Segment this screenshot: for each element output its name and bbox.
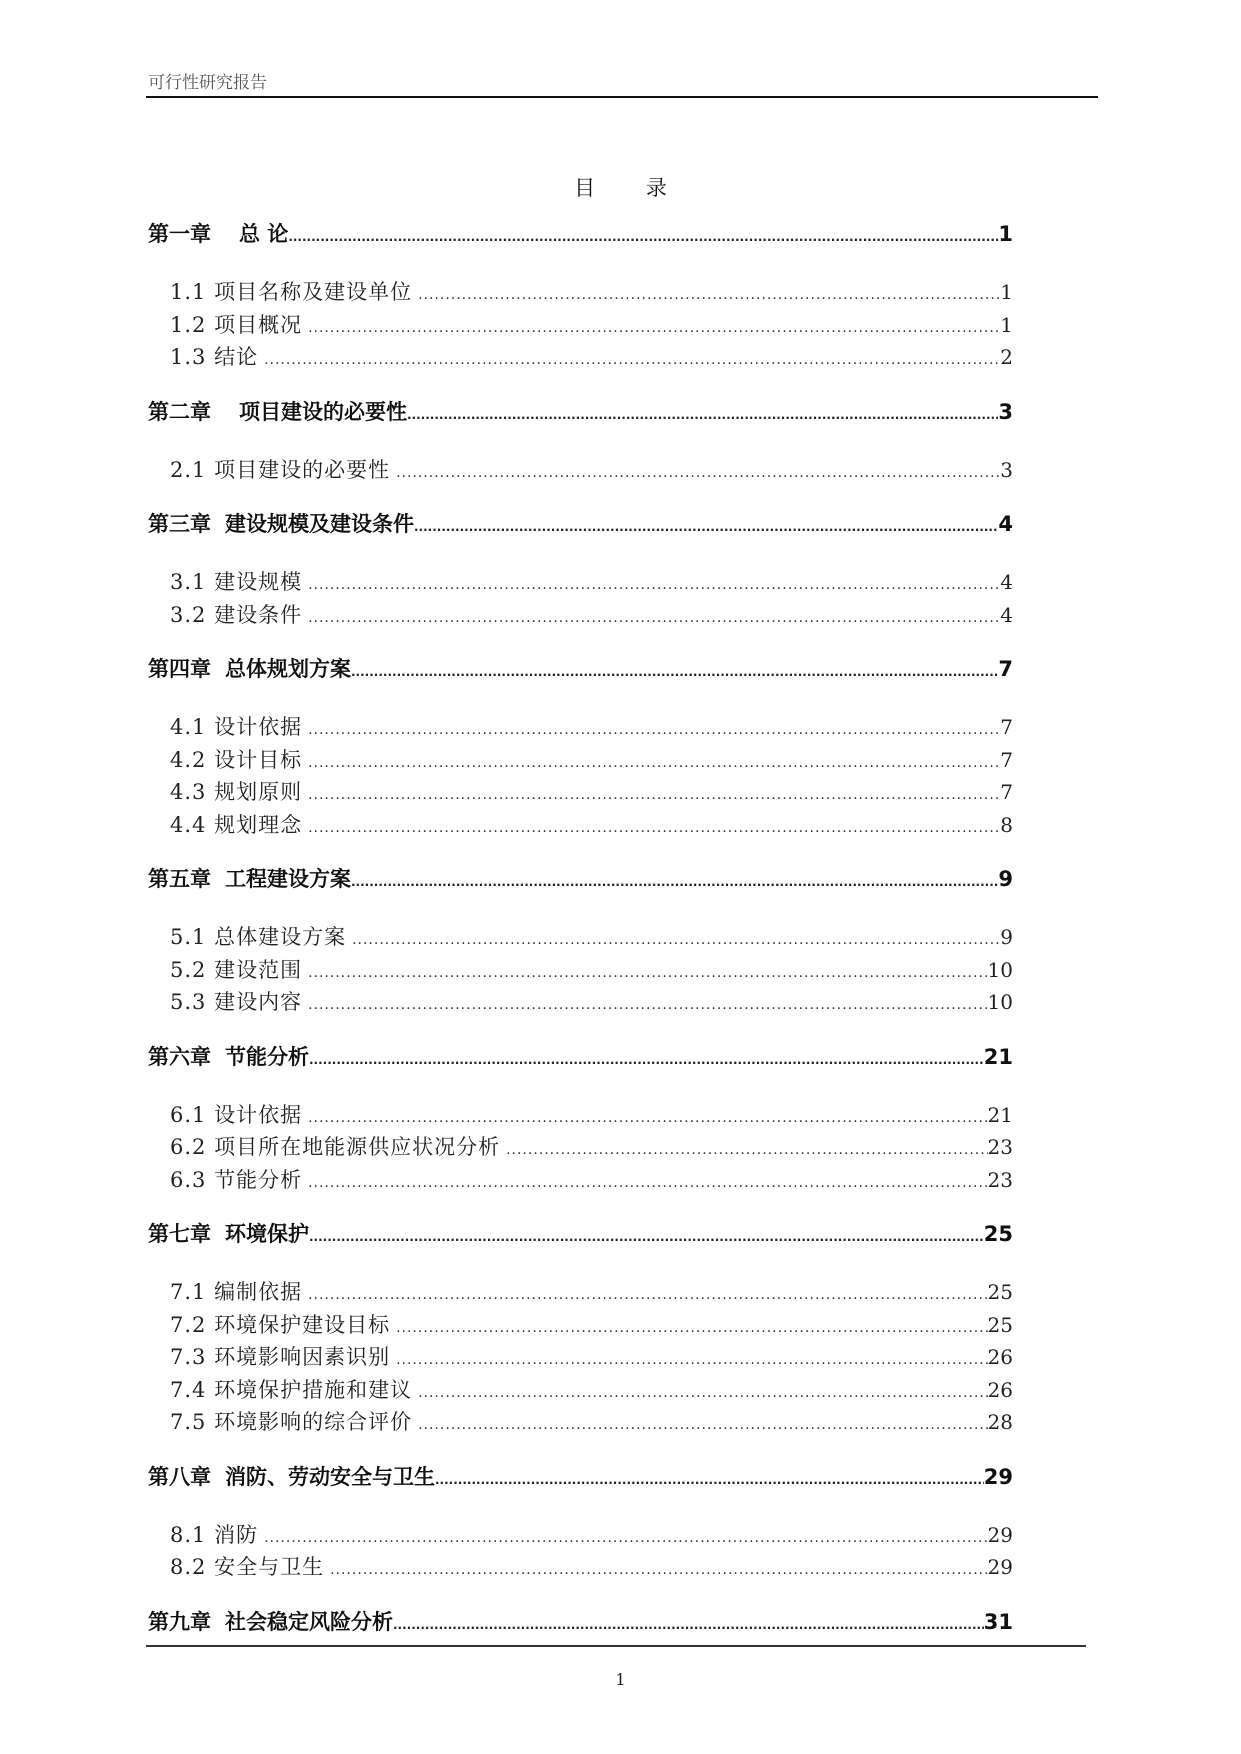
chapter-page-number: 21 [983, 1044, 1013, 1069]
dot-leader [396, 457, 1000, 490]
section-page-number: 25 [987, 1280, 1013, 1304]
chapter-label [148, 863, 351, 895]
toc-section-entry[interactable] [148, 1551, 1013, 1584]
page-header [148, 68, 1098, 93]
dot-leader [308, 569, 1000, 602]
toc-section-entry[interactable] [148, 599, 1013, 632]
dot-leader [308, 1167, 987, 1200]
section-page-number: 7 [1000, 747, 1013, 772]
chapter-page-number: 3 [998, 399, 1013, 424]
toc-section-entry[interactable] [148, 1099, 1013, 1132]
chapter-number: 第三章 [148, 512, 211, 536]
section-page-number: 29 [987, 1555, 1013, 1579]
toc-chapter-entry[interactable] [148, 863, 1013, 895]
toc-section-entry[interactable] [148, 1341, 1013, 1374]
toc-chapter-entry[interactable] [148, 1041, 1013, 1073]
toc-section-entry[interactable] [148, 1131, 1013, 1164]
dot-leader [309, 1044, 984, 1076]
section-label: 8.2 安全与卫生 [170, 1555, 325, 1579]
section-label: 1.2 项目概况 [170, 312, 303, 337]
dot-leader [330, 1554, 987, 1587]
chapter-title: 项目建设的必要性 [239, 399, 407, 424]
toc-section-entry[interactable] [148, 1164, 1013, 1197]
chapter-label [148, 1461, 435, 1493]
dot-leader [264, 1522, 987, 1555]
section-label: 6.1 设计依据 [170, 1102, 303, 1127]
toc-chapter-entry[interactable] [148, 1606, 1013, 1638]
section-page-number: 8 [1000, 812, 1013, 837]
section-page-number: 10 [987, 957, 1013, 982]
dot-leader [308, 957, 987, 990]
dot-leader [308, 714, 1000, 747]
dot-leader [506, 1134, 987, 1167]
toc-title: 目 录 [574, 176, 689, 200]
chapter-label [148, 508, 414, 540]
toc-section-entry[interactable] [148, 776, 1013, 809]
section-label: 7.3 环境影响因素识别 [170, 1345, 391, 1369]
toc-section-entry[interactable] [148, 809, 1013, 842]
dot-leader [308, 1102, 987, 1135]
toc-chapter-entry[interactable] [148, 508, 1013, 540]
chapter-page-number: 7 [998, 657, 1013, 681]
chapter-label [148, 1218, 309, 1250]
chapter-number: 第六章 [148, 1044, 211, 1069]
section-label: 5.1 总体建设方案 [170, 925, 347, 949]
toc-chapter-entry[interactable] [148, 1218, 1013, 1250]
toc-section-entry[interactable] [148, 1406, 1013, 1439]
chapter-title: 建设规模及建设条件 [225, 512, 414, 536]
dot-leader [414, 511, 998, 543]
section-page-number: 25 [987, 1312, 1013, 1337]
section-label: 4.2 设计目标 [170, 747, 303, 772]
dot-leader [264, 344, 1000, 377]
dot-leader [308, 779, 1000, 812]
section-label: 5.3 建设内容 [170, 990, 303, 1014]
page-number: 1 [615, 1670, 626, 1689]
chapter-page-number: 9 [998, 867, 1013, 891]
section-label: 4.1 设计依据 [170, 715, 303, 739]
dot-leader [407, 399, 998, 431]
section-page-number: 7 [1000, 715, 1013, 739]
section-page-number: 29 [987, 1522, 1013, 1547]
dot-leader [308, 747, 1000, 780]
section-page-number: 4 [1000, 602, 1013, 627]
chapter-label [148, 218, 288, 250]
toc-section-entry[interactable] [148, 309, 1013, 342]
toc-section-entry[interactable] [148, 921, 1013, 954]
section-page-number: 10 [987, 990, 1013, 1014]
chapter-number: 第五章 [148, 867, 211, 891]
dot-leader [396, 1344, 987, 1377]
dot-leader [308, 1279, 987, 1312]
dot-leader [351, 656, 998, 688]
dot-leader [418, 279, 1000, 312]
section-page-number: 7 [1000, 780, 1013, 804]
chapter-number: 第八章 [148, 1464, 211, 1489]
section-page-number: 9 [1000, 925, 1013, 949]
dot-leader [396, 1312, 987, 1345]
chapter-label [148, 396, 407, 428]
toc-section-entry[interactable] [148, 744, 1013, 777]
chapter-label [148, 653, 351, 685]
toc-chapter-entry[interactable] [148, 1461, 1013, 1493]
header-title: 可行性研究报告 [148, 73, 267, 93]
section-page-number: 28 [987, 1410, 1013, 1434]
section-label: 4.3 规划原则 [170, 780, 303, 804]
toc-section-entry[interactable] [148, 276, 1013, 309]
toc-section-entry[interactable] [148, 1374, 1013, 1407]
section-label: 1.3 结论 [170, 345, 259, 369]
dot-leader [308, 602, 1000, 635]
section-label: 8.1 消防 [170, 1522, 259, 1547]
toc-chapter-entry[interactable] [148, 653, 1013, 685]
section-label: 3.2 建设条件 [170, 602, 303, 627]
section-page-number: 23 [987, 1167, 1013, 1192]
section-page-number: 1 [1000, 312, 1013, 337]
section-page-number: 23 [987, 1135, 1013, 1159]
chapter-label [148, 1041, 309, 1073]
section-label: 7.5 环境影响的综合评价 [170, 1410, 413, 1434]
toc-section-entry[interactable] [148, 1519, 1013, 1552]
toc-section-entry[interactable] [148, 1276, 1013, 1309]
section-label: 5.2 建设范围 [170, 957, 303, 982]
dot-leader [352, 924, 1000, 957]
chapter-page-number: 25 [983, 1222, 1013, 1246]
section-label: 1.1 项目名称及建设单位 [170, 280, 413, 304]
dot-leader [351, 866, 998, 898]
toc-section-entry[interactable] [148, 986, 1013, 1019]
dot-leader [435, 1464, 984, 1496]
dot-leader [418, 1377, 987, 1410]
chapter-label [148, 1606, 393, 1638]
section-page-number: 1 [1000, 280, 1013, 304]
footer-divider [146, 1645, 1086, 1647]
chapter-title: 环境保护 [225, 1222, 309, 1246]
dot-leader [308, 989, 987, 1022]
dot-leader [308, 312, 1000, 345]
section-label: 6.2 项目所在地能源供应状况分析 [170, 1135, 501, 1159]
chapter-page-number: 29 [983, 1464, 1013, 1489]
section-page-number: 2 [1000, 345, 1013, 369]
toc-section-entry[interactable] [148, 454, 1013, 487]
section-page-number: 4 [1000, 570, 1013, 594]
table-of-contents [148, 214, 1013, 1638]
section-label: 6.3 节能分析 [170, 1167, 303, 1192]
toc-chapter-entry[interactable] [148, 218, 1013, 250]
toc-section-entry[interactable] [148, 341, 1013, 374]
chapter-title: 节能分析 [225, 1044, 309, 1069]
chapter-number: 第九章 [148, 1609, 211, 1634]
toc-section-entry[interactable] [148, 711, 1013, 744]
chapter-number: 第二章 [148, 399, 211, 424]
section-label: 7.4 环境保护措施和建议 [170, 1377, 413, 1402]
toc-section-entry[interactable] [148, 954, 1013, 987]
toc-section-entry[interactable] [148, 1309, 1013, 1342]
chapter-title: 消防、劳动安全与卫生 [225, 1464, 435, 1489]
chapter-page-number: 1 [998, 222, 1013, 246]
dot-leader [308, 812, 1000, 845]
section-page-number: 21 [987, 1102, 1013, 1127]
chapter-title: 总体规划方案 [225, 657, 351, 681]
toc-section-entry[interactable] [148, 566, 1013, 599]
section-page-number: 26 [987, 1345, 1013, 1369]
chapter-number: 第一章 [148, 222, 211, 246]
chapter-page-number: 4 [998, 512, 1013, 536]
section-label: 7.1 编制依据 [170, 1280, 303, 1304]
chapter-title: 总 论 [239, 222, 289, 246]
chapter-number: 第七章 [148, 1222, 211, 1246]
section-label: 3.1 建设规模 [170, 570, 303, 594]
section-page-number: 3 [1000, 457, 1013, 482]
chapter-title: 社会稳定风险分析 [225, 1609, 393, 1634]
section-page-number: 26 [987, 1377, 1013, 1402]
chapter-title: 工程建设方案 [225, 867, 351, 891]
dot-leader [288, 221, 998, 253]
header-divider [146, 96, 1098, 98]
chapter-number: 第四章 [148, 657, 211, 681]
toc-chapter-entry[interactable] [148, 396, 1013, 428]
dot-leader [418, 1409, 987, 1442]
section-label: 7.2 环境保护建设目标 [170, 1312, 391, 1337]
chapter-page-number: 31 [983, 1609, 1013, 1634]
dot-leader [309, 1221, 984, 1253]
section-label: 2.1 项目建设的必要性 [170, 457, 391, 482]
dot-leader [393, 1609, 984, 1641]
section-label: 4.4 规划理念 [170, 812, 303, 837]
